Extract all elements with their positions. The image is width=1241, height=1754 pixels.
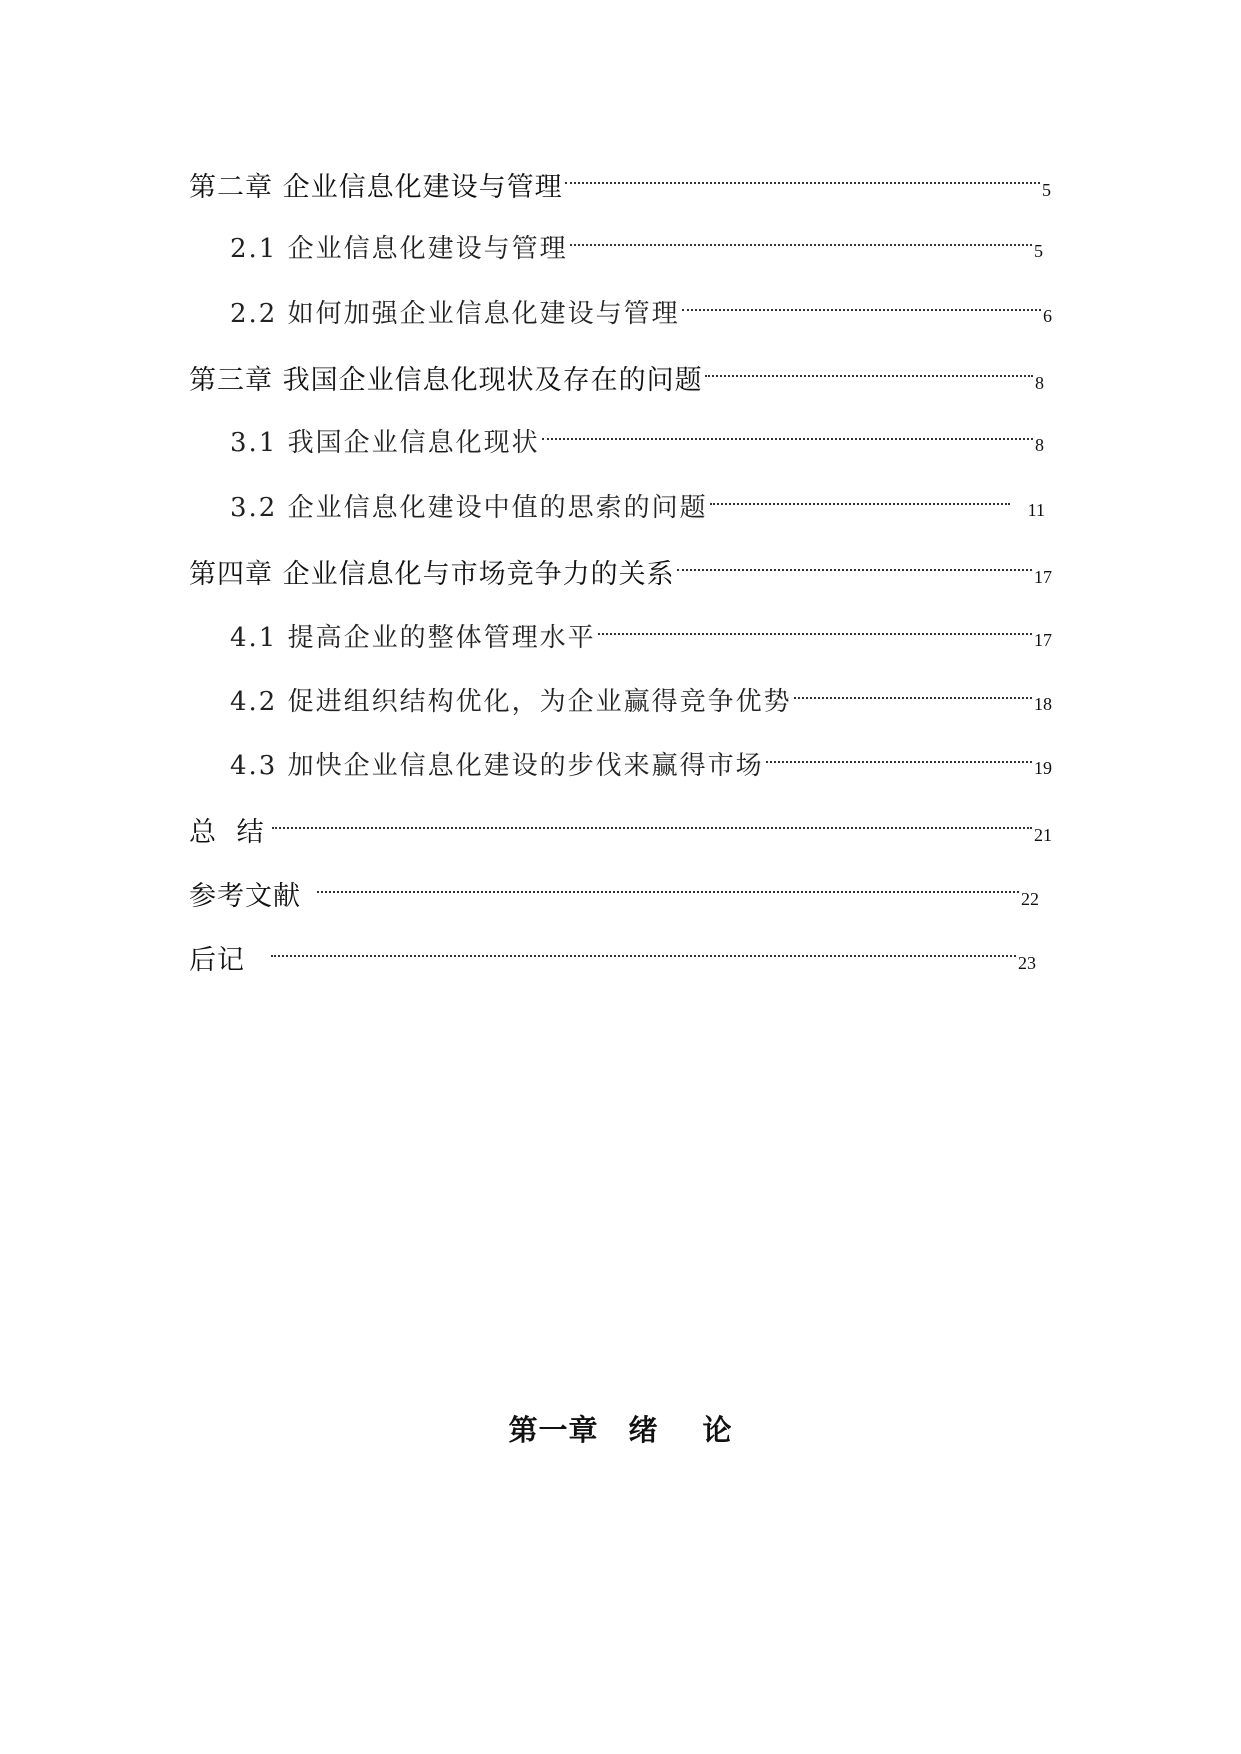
toc-dot-leader (598, 632, 1032, 635)
toc-entry-section-2-1[interactable] (230, 228, 1043, 265)
toc-page-number: 6 (1043, 306, 1052, 326)
chapter-heading (0, 1408, 1241, 1449)
toc-page-number: 17 (1034, 567, 1052, 587)
toc-entry-text: 后记 (189, 945, 245, 976)
toc-dot-leader (272, 826, 1032, 829)
toc-dot-leader (317, 890, 1019, 893)
toc-entry-text: 4.3 加快企业信息化建设的步伐来赢得市场 (230, 751, 764, 781)
toc-entry-chapter-2[interactable] (189, 165, 1051, 204)
chapter-title-part2: 论 (702, 1413, 733, 1447)
toc-dot-leader (570, 243, 1032, 246)
toc-dot-leader (682, 308, 1041, 311)
toc-entry-section-3-2[interactable] (230, 487, 1045, 524)
toc-dot-leader (271, 954, 1016, 957)
toc-entry-text: 2.1 企业信息化建设与管理 (230, 234, 568, 264)
toc-entry-summary[interactable] (189, 810, 1052, 849)
toc-entry-text: 3.1 我国企业信息化现状 (230, 428, 540, 458)
toc-entry-afterword[interactable] (189, 938, 1036, 977)
chapter-title-part1: 绪 (628, 1413, 659, 1447)
toc-dot-leader (710, 502, 1010, 505)
toc-entry-text: 4.1 提高企业的整体管理水平 (230, 623, 596, 653)
toc-entry-section-2-2[interactable] (230, 293, 1052, 330)
toc-entry-text: 第二章 企业信息化建设与管理 (189, 172, 563, 203)
toc-entry-text: 第三章 我国企业信息化现状及存在的问题 (189, 365, 703, 396)
toc-entry-text: 总 结 (189, 817, 270, 848)
toc-dot-leader (794, 696, 1032, 699)
toc-dot-leader (766, 760, 1032, 763)
chapter-label: 第一章 (508, 1413, 599, 1447)
toc-entry-section-4-3[interactable] (230, 745, 1052, 782)
toc-dot-leader (542, 437, 1033, 440)
toc-dot-leader (705, 374, 1033, 377)
toc-page-number: 8 (1035, 373, 1044, 393)
toc-entry-chapter-4[interactable] (189, 552, 1052, 591)
toc-page-number: 11 (1027, 500, 1045, 520)
toc-page-number: 21 (1034, 825, 1052, 845)
toc-entry-text: 2.2 如何加强企业信息化建设与管理 (230, 299, 680, 329)
toc-page-number: 22 (1021, 889, 1039, 909)
toc-page-number: 8 (1035, 435, 1044, 455)
toc-entry-text: 参考文献 (189, 881, 301, 912)
toc-page-number: 5 (1042, 180, 1051, 200)
toc-page-number: 18 (1034, 694, 1052, 714)
toc-entry-section-4-1[interactable] (230, 617, 1052, 654)
toc-page-number: 17 (1034, 630, 1052, 650)
toc-page-number: 23 (1018, 953, 1036, 973)
toc-entry-chapter-3[interactable] (189, 358, 1044, 397)
toc-dot-leader (677, 568, 1032, 571)
toc-entry-references[interactable] (189, 874, 1039, 913)
toc-page-number: 5 (1034, 241, 1043, 261)
toc-entry-section-3-1[interactable] (230, 422, 1044, 459)
toc-dot-leader (565, 181, 1040, 184)
toc-entry-text: 4.2 促进组织结构优化，为企业赢得竞争优势 (230, 687, 792, 717)
toc-entry-text: 第四章 企业信息化与市场竞争力的关系 (189, 559, 675, 590)
toc-page-number: 19 (1034, 758, 1052, 778)
toc-entry-text: 3.2 企业信息化建设中值的思索的问题 (230, 493, 708, 523)
toc-entry-section-4-2[interactable] (230, 681, 1052, 718)
